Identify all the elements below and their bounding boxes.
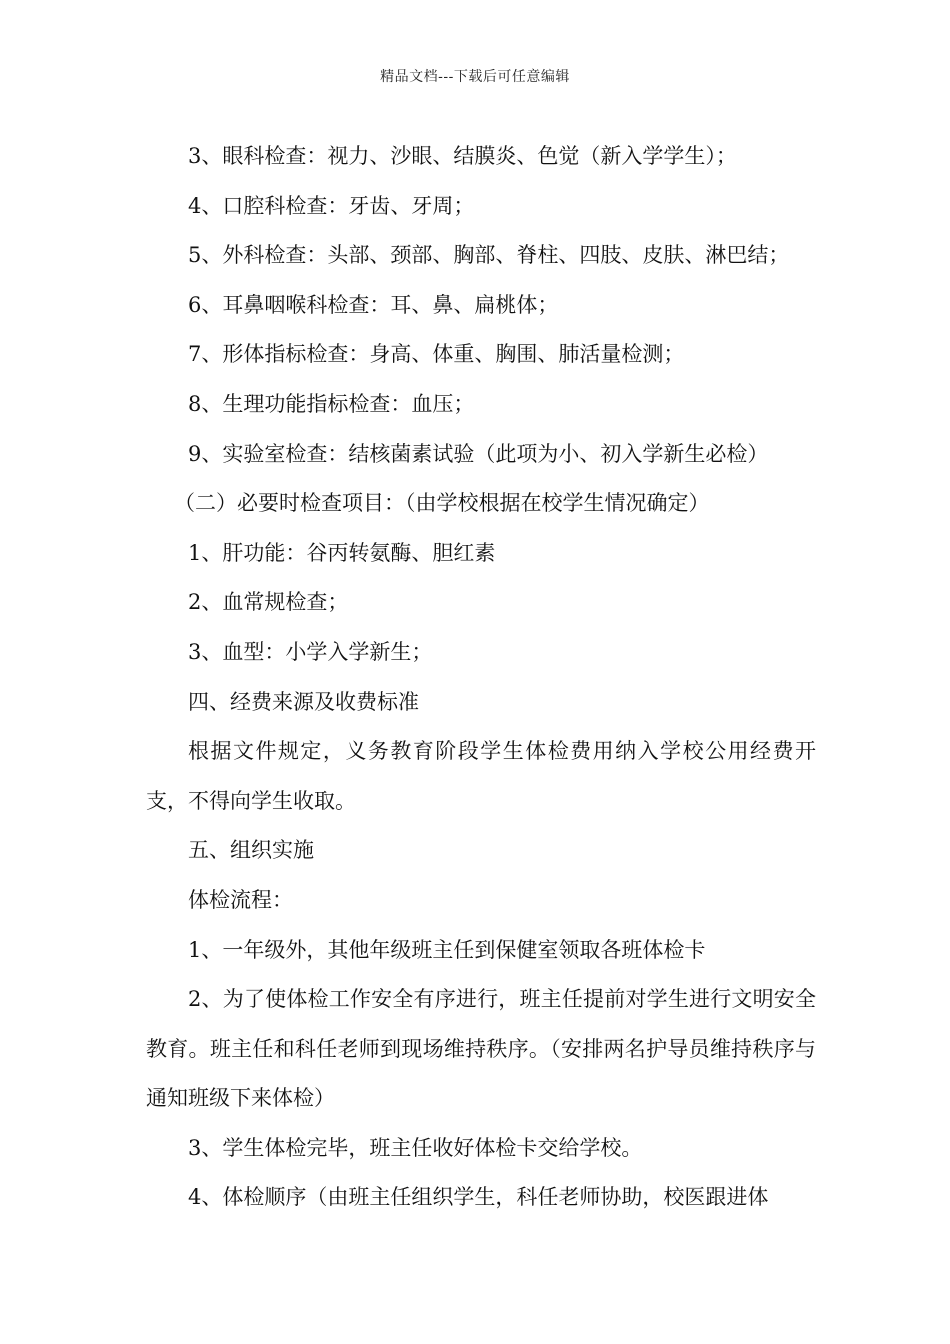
paragraph-blood-type: 3、血型：小学入学新生； <box>188 639 433 664</box>
paragraph-process-step-1: 1、一年级外，其他年级班主任到保健室领取各班体检卡 <box>188 937 706 962</box>
paragraph-eye-exam: 3、眼科检查：视力、沙眼、结膜炎、色觉（新入学学生）； <box>188 144 737 168</box>
paragraph-process-step-3: 3、学生体检完毕，班主任收好体检卡交给学校。 <box>188 1135 643 1160</box>
paragraph-surgical-exam: 5、外科检查：头部、颈部、胸部、脊柱、四肢、皮肤、淋巴结； <box>188 243 790 268</box>
paragraph-dental-exam: 4、口腔科检查：牙齿、牙周； <box>188 193 475 218</box>
paragraph-blood-routine: 2、血常规检查； <box>188 590 349 615</box>
section-heading-optional-items: （二）必要时检查项目：（由学校根据在校学生情况确定） <box>174 491 710 516</box>
section-heading-implementation: 五、组织实施 <box>188 838 314 863</box>
paragraph-funding-detail: 根据文件规定，义务教育阶段学生体检费用纳入学校公用经费开支，不得向学生收取。 <box>146 739 816 813</box>
paragraph-lab-exam: 9、实验室检查：结核菌素试验（此项为小、初入学新生必检） <box>188 441 769 466</box>
paragraph-ent-exam: 6、耳鼻咽喉科检查：耳、鼻、扁桃体； <box>188 292 559 317</box>
paragraph-liver-function: 1、肝功能：谷丙转氨酶、胆红素 <box>188 540 496 565</box>
paragraph-body-index-exam: 7、形体指标检查：身高、体重、胸围、肺活量检测； <box>188 342 685 367</box>
page-header: 精品文档---下载后可任意编辑 <box>380 69 570 85</box>
paragraph-exam-process-title: 体检流程： <box>188 887 293 912</box>
paragraph-process-step-2: 2、为了使体检工作安全有序进行，班主任提前对学生进行文明安全教育。班主任和科任老师到现场维持秩序。（安排两名护导员维持秩序与通知班级下来体检） <box>146 987 816 1111</box>
paragraph-physiology-exam: 8、生理功能指标检查：血压； <box>188 391 475 416</box>
document-body <box>146 132 816 1223</box>
paragraph-process-step-4: 4、体检顺序（由班主任组织学生，科任老师协助，校医跟进体 <box>188 1185 769 1210</box>
section-heading-funding: 四、经费来源及收费标准 <box>188 689 419 714</box>
